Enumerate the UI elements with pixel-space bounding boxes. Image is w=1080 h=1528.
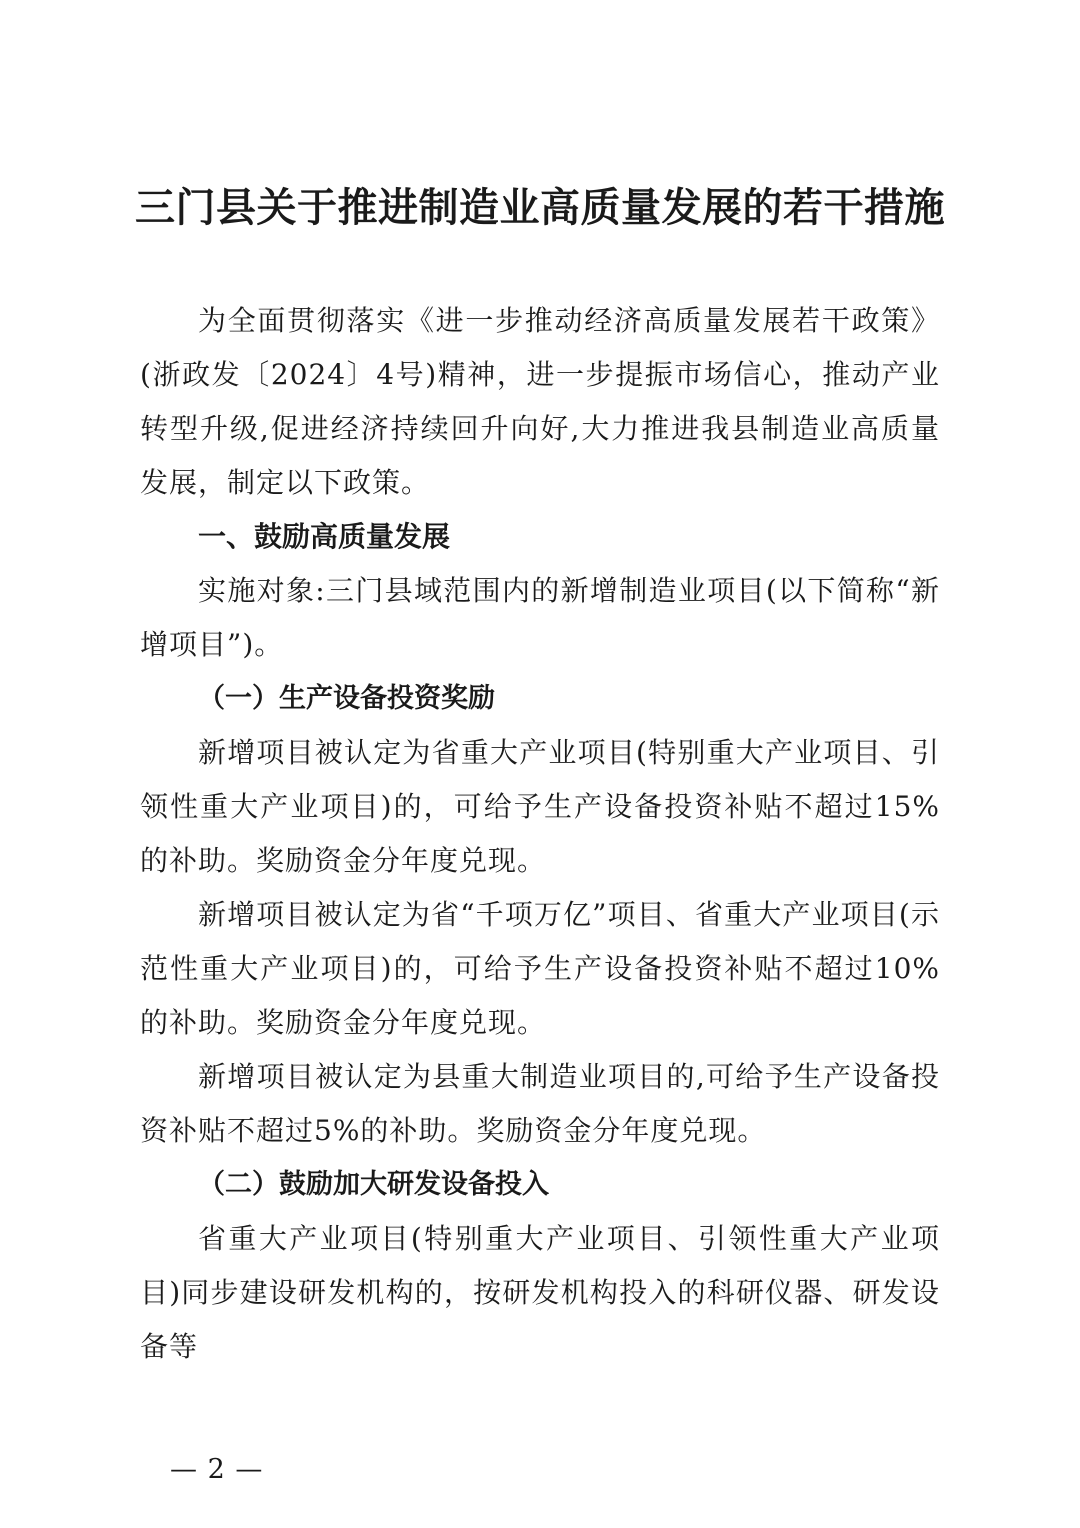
subsection-heading-2: （二）鼓励加大研发设备投入 — [198, 1169, 549, 1200]
subsection-heading-1: （一）生产设备投资奖励 — [198, 683, 495, 714]
section-heading-1: 一、鼓励高质量发展 — [198, 520, 451, 553]
intro-paragraph: 为全面贯彻落实《进一步推动经济高质量发展若干政策》(浙政发〔2024〕4号)精神，进一步提振市场信心，推动产业转型升级,促进经济持续回升向好,大力推进我县制造业高质量发展，制定以下政策。 — [140, 304, 940, 499]
paragraph-equipment-subsidy-10: 新增项目被认定为省“千项万亿”项目、省重大产业项目(示范性重大产业项目)的，可给予生产设备投资补贴不超过10%的补助。奖励资金分年度兑现。 — [140, 898, 940, 1039]
paragraph-equipment-subsidy-5: 新增项目被认定为县重大制造业项目的,可给予生产设备投资补贴不超过5%的补助。奖励资金分年度兑现。 — [140, 1060, 940, 1147]
document-body — [140, 294, 940, 1374]
page-title: 三门县关于推进制造业高质量发展的若干措施 — [135, 185, 945, 231]
implementation-target-paragraph: 实施对象:三门县域范围内的新增制造业项目(以下简称“新增项目”)。 — [140, 574, 940, 661]
paragraph-equipment-subsidy-15: 新增项目被认定为省重大产业项目(特别重大产业项目、引领性重大产业项目)的，可给予生产设备投资补贴不超过15%的补助。奖励资金分年度兑现。 — [140, 736, 940, 877]
page-number: — 2 — — [170, 1454, 264, 1485]
paragraph-rd-equipment: 省重大产业项目(特别重大产业项目、引领性重大产业项目)同步建设研发机构的，按研发机构投入的科研仪器、研发设备等 — [140, 1222, 940, 1363]
